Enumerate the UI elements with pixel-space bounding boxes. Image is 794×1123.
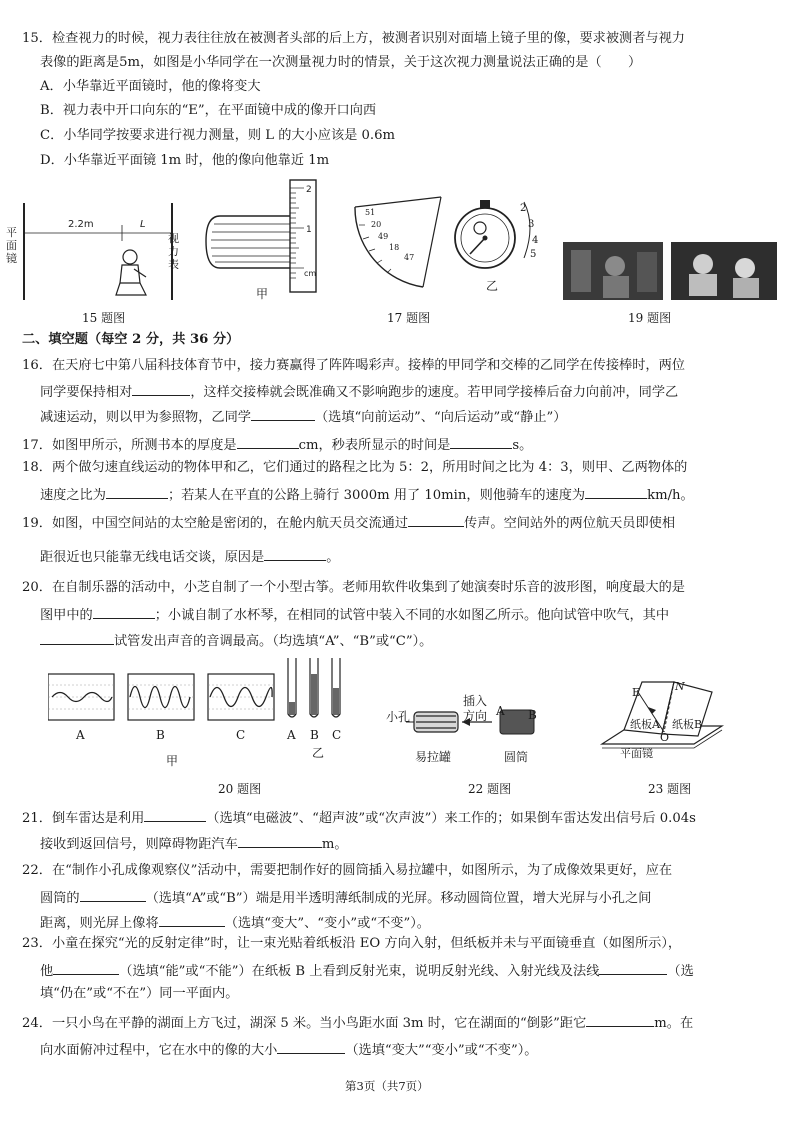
fig17-jia-label: 甲 [256, 287, 269, 301]
fig23-E-label: E [632, 686, 641, 699]
watch-mark-5: 5 [530, 249, 537, 260]
q19-blank1[interactable] [408, 512, 464, 527]
figure-20-test-tubes [284, 656, 350, 722]
fig17-yi-label: 乙 [486, 279, 499, 293]
q16-line2: 同学要保持相对 ，这样交接棒就会既准确又不影响跑步的速度。若甲同学接棒后奋力向前冲，同学乙 [40, 381, 678, 402]
q15-stem-line2: 表像的距离是5m，如图是小华同学在一次测量视力时的情景，关于这次视力测量说法正确的是（ ） [40, 55, 642, 70]
figure-15-caption: 15 题图 [82, 311, 126, 325]
q24-line1: 24．一只小鸟在平静的湖面上方飞过，湖深 5 米。当小鸟距水面 3m 时，它在湖面的“倒影”距它 m。在 [22, 1012, 693, 1033]
q23-line3: 填“仍在”或“不在”）同一平面内。 [40, 986, 239, 1001]
q18-blank1[interactable] [106, 484, 168, 499]
page-number-footer: 第3页（共7页） [345, 1079, 429, 1093]
dial-mark-18: 18 [389, 243, 400, 252]
dial-mark-49: 49 [378, 232, 389, 241]
fig22-end-a-label: A [496, 704, 505, 718]
fig15-distance-label: 2.2m [68, 219, 94, 230]
fig23-boardA-label: 纸板A [630, 718, 660, 731]
q22-line3: 距离，则光屏上像将 （选填“变大”、“变小”或“不变”）。 [40, 912, 430, 933]
q16-line1: 16．在天府七中第八届科技体育节中，接力赛赢得了阵阵喝彩声。接棒的甲同学和交棒的乙同学在传接棒时，两位 [22, 358, 685, 373]
q20-line3: 试管发出声音的音调最高。（均选填“A”、“B”或“C”）。 [40, 630, 432, 651]
q24-blank2[interactable] [277, 1039, 345, 1054]
fig15-chart-label: 视力表 [168, 232, 179, 271]
figure-23-caption: 23 题图 [648, 782, 692, 796]
section-fill-in-title: 二、填空题（每空 2 分，共 36 分） [22, 332, 240, 347]
q15-option-b: B．视力表中开口向东的“E”，在平面镜中成的像开口向西 [40, 103, 377, 118]
q23-line2: 他 （选填“能”或“不能”）在纸板 B 上看到反射光束，说明反射光线、入射光线及法线 （选 [40, 960, 694, 981]
tube-label-a: A [287, 728, 296, 742]
q19-blank2[interactable] [264, 546, 326, 561]
q16-blank2[interactable] [251, 406, 315, 421]
q15-option-c: C．小华同学按要求进行视力测量，则 L 的大小应该是 0.6m [40, 128, 396, 143]
q15-option-d: D．小华靠近平面镜 1m 时，他的像向他靠近 1m [40, 153, 330, 168]
q20-line1: 20．在自制乐器的活动中，小芝自制了一个小型古筝。老师用软件收集到了她演奏时乐音的波形图，响度最大的是 [22, 580, 685, 595]
q23-blank1[interactable] [53, 960, 119, 975]
q24-blank1[interactable] [586, 1012, 654, 1027]
q21-line1: 21．倒车雷达是利用 （选填“电磁波”、“超声波”或“次声波”）来工作的；如果倒车雷达发出信号后 0.04s [22, 807, 696, 828]
figure-19-caption: 19 题图 [628, 311, 672, 325]
wave-label-a: A [76, 728, 85, 742]
q22-line1: 22．在“制作小孔成像观察仪”活动中，需要把制作好的圆筒插入易拉罐中，如图所示，为了成像效果更好，应在 [22, 863, 673, 878]
q17-blank1[interactable] [237, 434, 299, 449]
figure-20-caption: 20 题图 [218, 782, 262, 796]
fig20-jia-label: 甲 [166, 754, 179, 768]
fig22-end-b-label: B [528, 708, 537, 722]
q21-blank1[interactable] [144, 807, 206, 822]
fig15-L-label: L [140, 219, 146, 230]
fig23-mirror-label: 平面镜 [620, 747, 653, 760]
dial-mark-51: 51 [365, 208, 376, 217]
q18-blank2[interactable] [585, 484, 647, 499]
wave-label-b: B [156, 728, 165, 742]
q20-blank2[interactable] [40, 630, 114, 645]
q16-line3: 减速运动，则以甲为参照物，乙同学 （选填“向前运动”、“向后运动”或“静止”） [40, 406, 566, 427]
q18-line1: 18．两个做匀速直线运动的物体甲和乙，它们通过的路程之比为 5：2，所用时间之比为 4：3，则甲、乙两物体的 [22, 460, 688, 475]
q22-blank1[interactable] [80, 887, 146, 902]
fig22-insert-label1: 插入 [463, 694, 488, 708]
q21-blank2[interactable] [238, 833, 322, 848]
q18-line2: 速度之比为 ；若某人在平直的公路上骑行 3000m 用了 10min，则他骑车的速度为 km/h。 [40, 484, 694, 505]
q23-line1: 23．小童在探究“光的反射定律”时，让一束光贴着纸板沿 EO 方向入射，但纸板并未与平面镜垂直（如图所示）， [22, 936, 682, 951]
q23-blank2[interactable] [599, 960, 667, 975]
fig23-O-label: O [660, 731, 670, 744]
ruler-unit: cm [304, 269, 317, 278]
wave-label-c: C [236, 728, 246, 742]
figure-20-waveforms [48, 672, 278, 724]
q16-blank1[interactable] [132, 381, 190, 396]
q24-line2: 向水面俯冲过程中，它在水中的像的大小 （选填“变大”“变小”或“不变”）。 [40, 1039, 537, 1060]
figure-17-caption: 17 题图 [387, 311, 431, 325]
dial-mark-47: 47 [404, 253, 415, 262]
q17-line: 17．如图甲所示，所测书本的厚度是 cm，秒表所显示的时间是 s。 [22, 434, 532, 455]
fig22-insert-label2: 方向 [463, 709, 488, 723]
fig22-tube-label: 圆筒 [504, 750, 529, 764]
fig22-hole-label: 小孔 [386, 710, 411, 724]
fig22-can-label: 易拉罐 [415, 750, 452, 764]
tube-label-b: B [310, 728, 319, 742]
fig20-yi-label: 乙 [312, 746, 325, 760]
tube-label-c: C [332, 728, 342, 742]
q21-line2: 接收到返回信号，则障碍物距汽车 m。 [40, 833, 348, 854]
ruler-mark-1: 1 [306, 225, 312, 235]
fig15-mirror-label: 平面镜 [6, 226, 17, 265]
fig23-N-label: N [675, 680, 685, 693]
q15-option-a: A．小华靠近平面镜时，他的像将变大 [40, 79, 261, 94]
dial-mark-20: 20 [371, 220, 382, 229]
q20-line2: 图甲中的 ；小诚自制了水杯琴，在相同的试管中装入不同的水如图乙所示。他向试管中吹气，其中 [40, 604, 669, 625]
watch-mark-2: 2 [520, 203, 527, 214]
q15-stem-line1: 15．检查视力的时候，视力表往往放在被测者头部的后上方，被测者识别对面墙上镜子里的像，要求被测者与视力 [22, 31, 685, 46]
q20-blank1[interactable] [93, 604, 155, 619]
figure-19-photos [563, 242, 778, 302]
watch-mark-4: 4 [532, 235, 539, 246]
q22-blank2[interactable] [159, 912, 225, 927]
watch-mark-3: 3 [528, 219, 535, 230]
q17-blank2[interactable] [450, 434, 512, 449]
figure-17-ruler-book [200, 176, 335, 301]
figure-23-reflection [594, 674, 744, 770]
fig23-boardB-label: 纸板B [672, 718, 703, 731]
ruler-mark-2: 2 [306, 185, 312, 195]
figure-22-caption: 22 题图 [468, 782, 512, 796]
q22-line2: 圆筒的 （选填“A”或“B”）端是用半透明薄纸制成的光屏。移动圆筒位置，增大光屏与小孔之间 [40, 887, 651, 908]
figure-15-eye-test [22, 195, 187, 305]
q19-line1: 19．如图，中国空间站的太空舱是密闭的，在舱内航天员交流通过 传声。空间站外的两位航天员即使相 [22, 512, 675, 533]
figure-17-stopwatch [440, 196, 545, 286]
q19-line2: 距很近也只能靠无线电话交谈，原因是 。 [40, 546, 339, 567]
